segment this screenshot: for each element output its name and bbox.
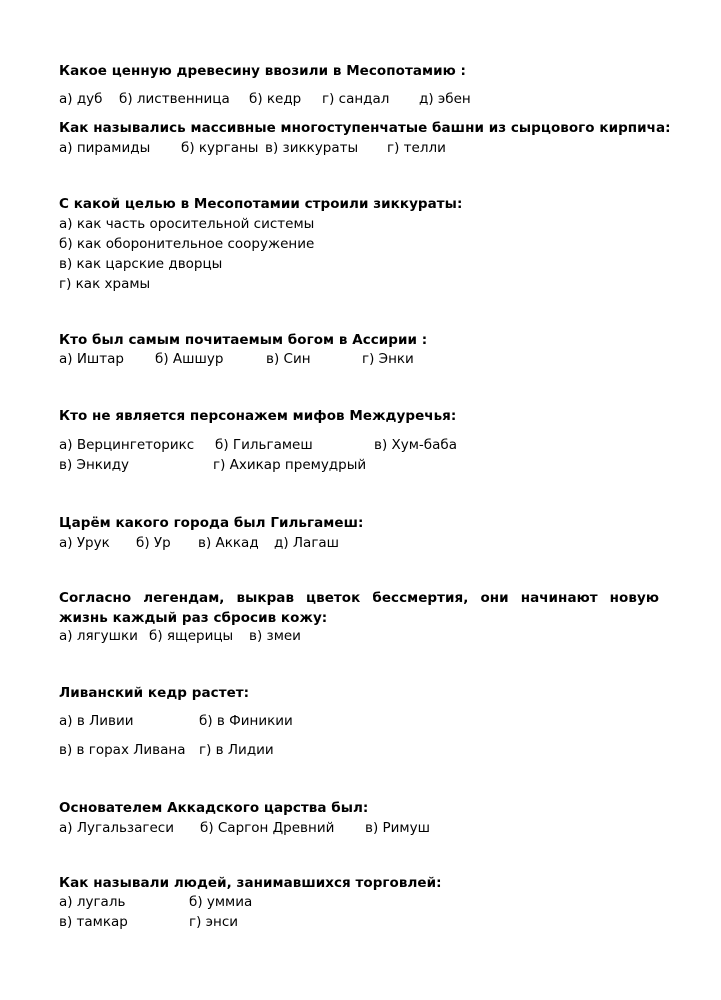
answer-3d: г) как храмы [59,276,151,292]
answer-4a: а) Иштар [59,351,124,367]
answer-6d: д) Лагаш [274,535,340,551]
answer-1c: б) кедр [249,91,302,107]
question-1: Какое ценную древесину ввозили в Месопотамию : [59,63,466,79]
question-8: Ливанский кедр растет: [59,685,250,701]
question-7: Согласно легендам, выкрав цветок бессмертия, они начинают новую жизнь каждый раз сбросив кожу: [59,590,659,626]
question-4: Кто был самым почитаемым богом в Ассирии : [59,332,428,348]
answer-1d: г) сандал [322,91,390,107]
answer-5b: б) Гильгамеш [215,437,313,453]
answer-6b: б) Ур [136,535,171,551]
answer-4c: в) Син [266,351,311,367]
answer-2a: а) пирамиды [59,140,151,156]
answer-5d: в) Энкиду [59,457,130,473]
answer-3b: б) как оборонительное сооружение [59,236,315,252]
answer-3c: в) как царские дворцы [59,256,223,272]
answer-9c: в) Римуш [365,820,430,836]
question-10: Как называли людей, занимавшихся торговлей: [59,875,442,891]
answer-1b: б) лиственница [119,91,230,107]
answer-8c: в) в горах Ливана [59,742,186,758]
answer-3a: а) как часть оросительной системы [59,216,315,232]
answer-4b: б) Ашшур [155,351,224,367]
answer-9b: б) Саргон Древний [200,820,335,836]
answer-8d: г) в Лидии [199,742,274,758]
answer-10a: а) лугаль [59,894,126,910]
answer-7b: б) ящерицы [149,628,234,644]
answer-9a: а) Лугальзагеси [59,820,174,836]
answer-2d: г) телли [387,140,446,156]
answer-8a: а) в Ливии [59,713,134,729]
question-3: С какой целью в Месопотамии строили зиккураты: [59,196,463,212]
answer-4d: г) Энки [362,351,414,367]
answer-10c: в) тамкар [59,914,128,930]
answer-5a: а) Верцингеторикс [59,437,195,453]
question-2: Как назывались массивные многоступенчатые башни из сырцового кирпича: [59,120,671,136]
question-6: Царём какого города был Гильгамеш: [59,515,364,531]
answer-5c: в) Хум-баба [374,437,458,453]
answer-6a: а) Урук [59,535,110,551]
answer-5e: г) Ахикар премудрый [213,457,367,473]
answer-10d: г) энси [189,914,239,930]
answer-6c: в) Аккад [198,535,259,551]
question-9: Основателем Аккадского царства был: [59,800,369,816]
answer-1a: а) дуб [59,91,103,107]
answer-7c: в) змеи [249,628,301,644]
answer-1e: д) эбен [419,91,471,107]
answer-8b: б) в Финикии [199,713,293,729]
answer-2b: б) курганы [181,140,259,156]
answer-2c: в) зиккураты [265,140,359,156]
question-5: Кто не является персонажем мифов Междуречья: [59,408,457,424]
answer-10b: б) уммиа [189,894,253,910]
answer-7a: а) лягушки [59,628,138,644]
